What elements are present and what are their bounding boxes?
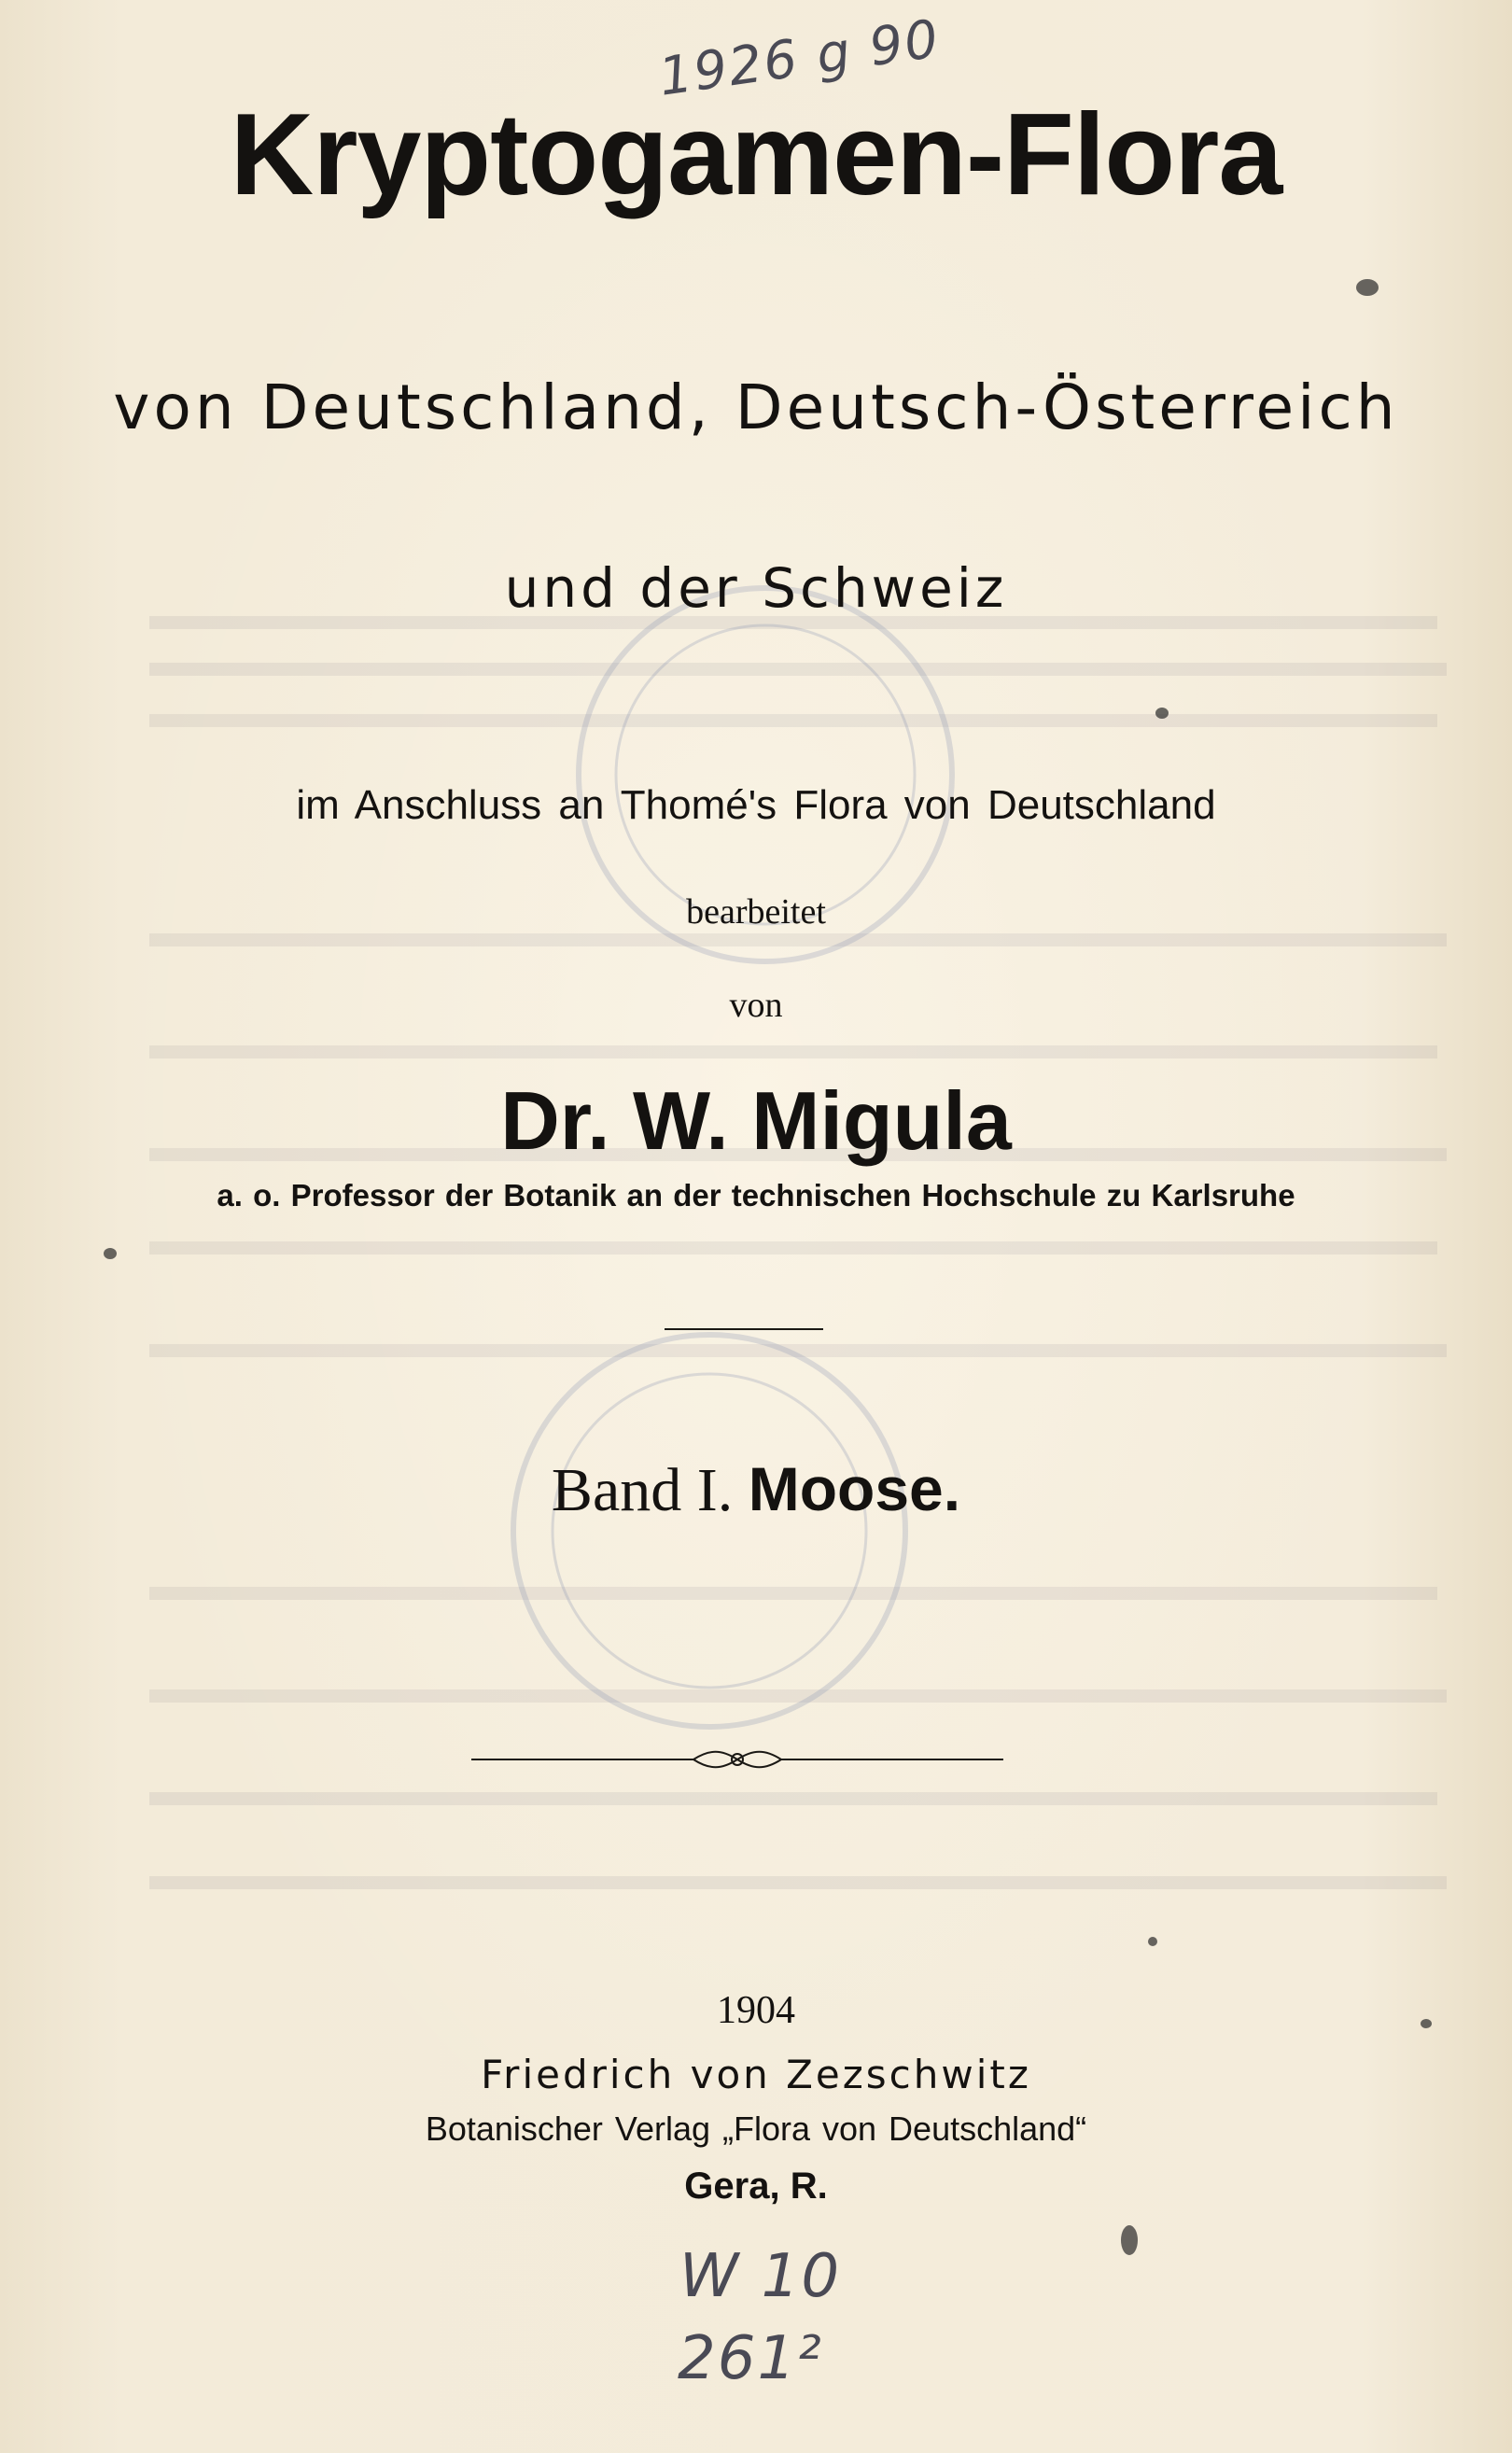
book-title: Kryptogamen-Flora [230, 91, 1282, 219]
publication-year: 1904 [717, 1989, 795, 2032]
von-label: von [729, 986, 783, 1025]
handwritten-shelfmark-top: 1926 g 90 [654, 8, 944, 108]
handwritten-shelfmark-bottom-2: 261² [678, 2324, 823, 2393]
edited-by-label: bearbeitet [686, 892, 826, 932]
author-affiliation: a. o. Professor der Botanik an der technischen Hochschule zu Karlsruhe [217, 1178, 1295, 1212]
publication-place: Gera, R. [684, 2166, 828, 2207]
author-name: Dr. W. Migula [500, 1074, 1012, 1167]
subtitle-line-1: von Deutschland, Deutsch-Österreich [113, 371, 1399, 443]
subtitle-line-3: im Anschluss an Thomé's Flora von Deutschland [296, 782, 1216, 828]
subtitle-line-2: und der Schweiz [504, 556, 1008, 620]
publisher-imprint: Botanischer Verlag „Flora von Deutschland“ [425, 2110, 1087, 2148]
publisher-name: Friedrich von Zezschwitz [481, 2052, 1031, 2097]
volume-title [0, 1453, 1512, 1526]
ornament-divider [471, 1744, 1003, 1775]
volume-prefix: Band I. [551, 1456, 734, 1524]
short-divider [665, 1328, 823, 1330]
handwritten-shelfmark-bottom-1: W 10 [679, 2242, 842, 2311]
volume-name: Moose. [748, 1454, 961, 1523]
